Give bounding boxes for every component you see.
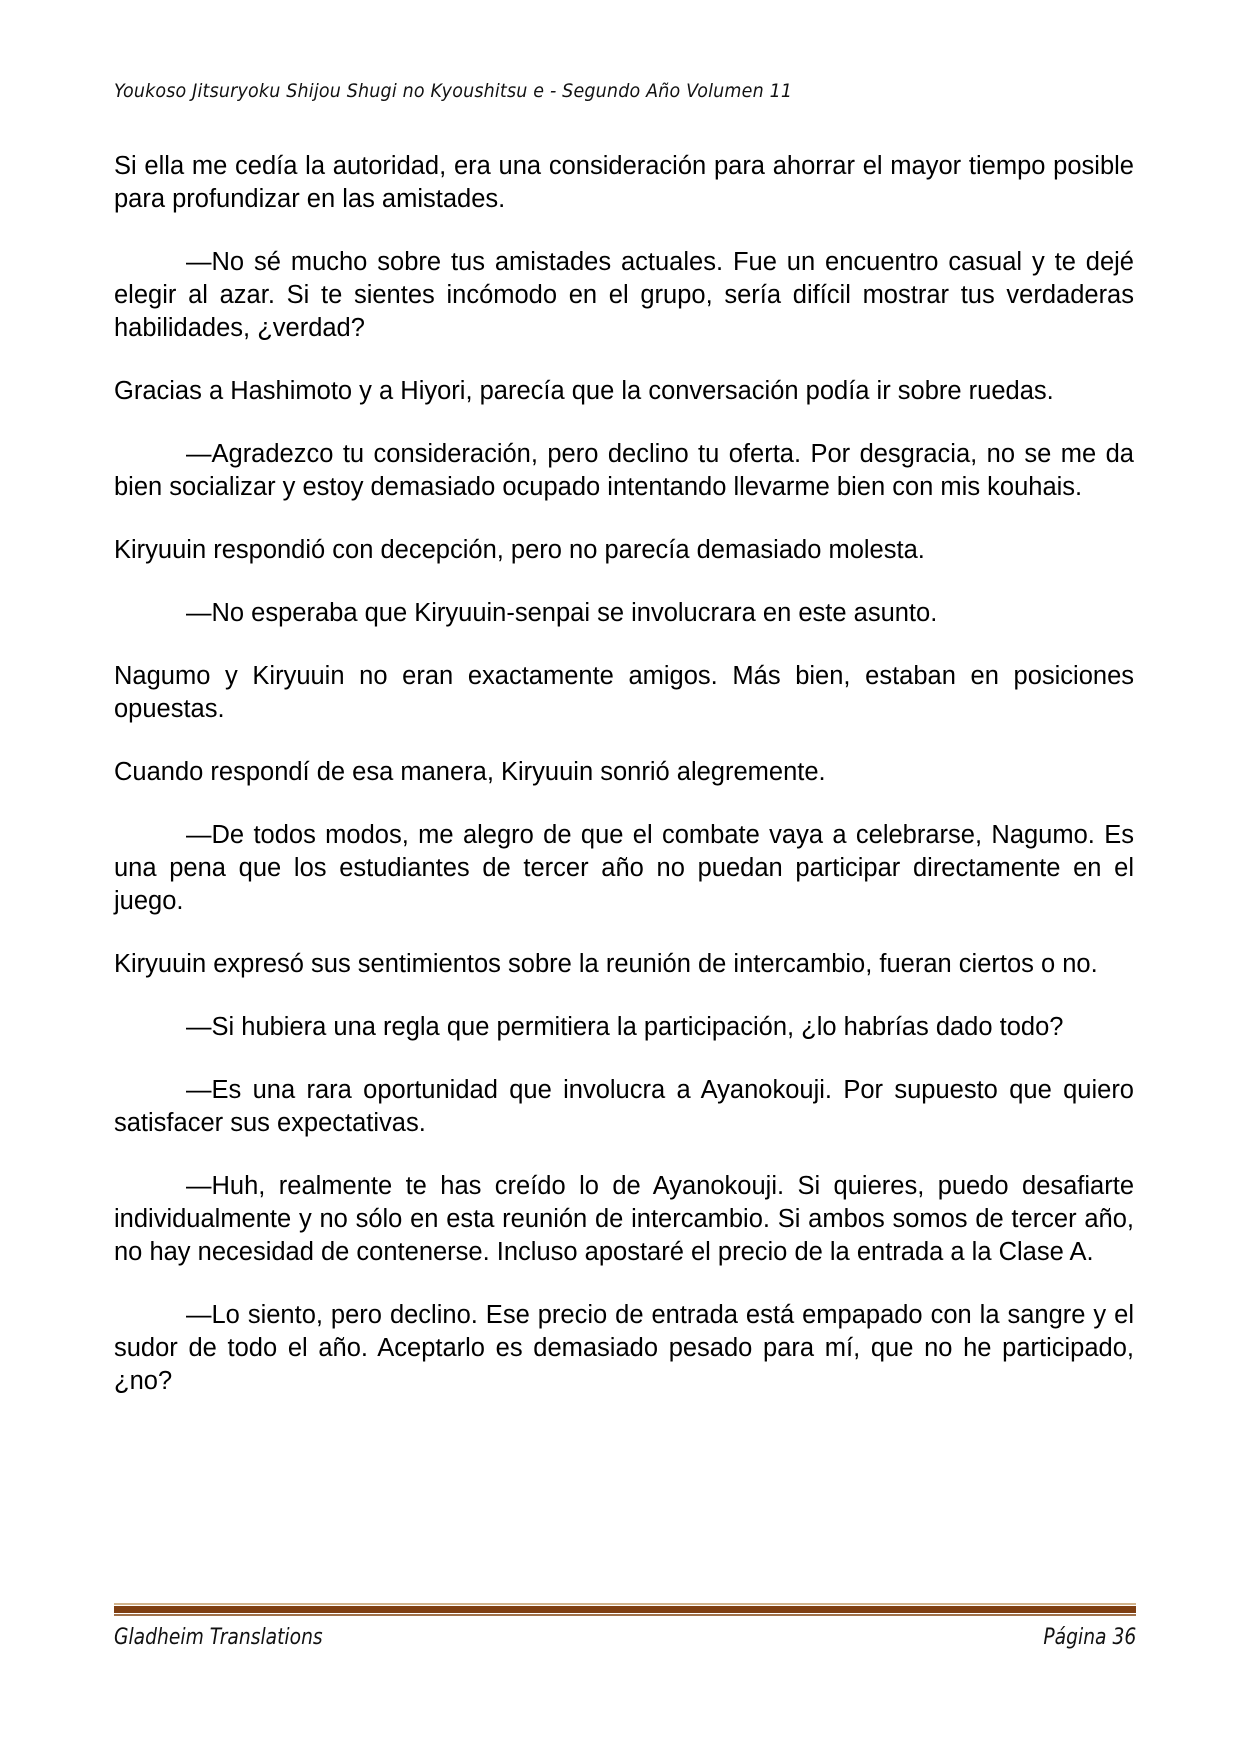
footer-divider-light-line — [114, 1603, 1136, 1605]
paragraph: Nagumo y Kiryuuin no eran exactamente amigos. Más bien, estaban en posiciones opuestas. — [114, 662, 1134, 723]
footer-divider-dark-line — [114, 1614, 1136, 1616]
dialogue-paragraph: —Agradezco tu consideración, pero declino tu oferta. Por desgracia, no se me da bien socializar y estoy demasiado ocupado intentando llevarme bien con mis kouhais. — [114, 440, 1134, 501]
footer-credit: Gladheim Translations — [114, 1625, 323, 1650]
footer-divider — [114, 1603, 1136, 1617]
dialogue-paragraph: —Huh, realmente te has creído lo de Ayanokouji. Si quieres, puedo desafiarte individualmente y no sólo en esta reunión de intercambio. Si ambos somos de tercer año, no hay necesidad de contenerse. Incluso apostaré el precio de la entrada a la Clase A. — [114, 1172, 1134, 1266]
dialogue-paragraph: —Es una rara oportunidad que involucra a Ayanokouji. Por supuesto que quiero satisfacer sus expectativas. — [114, 1076, 1134, 1137]
dialogue-paragraph: —De todos modos, me alegro de que el combate vaya a celebrarse, Nagumo. Es una pena que los estudiantes de tercer año no puedan participar directamente en el juego. — [114, 821, 1134, 915]
dialogue-paragraph: —No esperaba que Kiryuuin-senpai se involucrara en este asunto. — [186, 599, 938, 627]
dialogue-paragraph: —Lo siento, pero declino. Ese precio de entrada está empapado con la sangre y el sudor de todo el año. Aceptarlo es demasiado pesado para mí, que no he participado, ¿no? — [114, 1301, 1134, 1395]
paragraph: Kiryuuin expresó sus sentimientos sobre la reunión de intercambio, fueran ciertos o no. — [114, 950, 1098, 978]
paragraph: Si ella me cedía la autoridad, era una consideración para ahorrar el mayor tiempo posible para profundizar en las amistades. — [114, 152, 1134, 213]
paragraph: Gracias a Hashimoto y a Hiyori, parecía que la conversación podía ir sobre ruedas. — [114, 377, 1054, 405]
dialogue-paragraph: —Si hubiera una regla que permitiera la participación, ¿lo habrías dado todo? — [186, 1013, 1064, 1041]
dialogue-paragraph: —No sé mucho sobre tus amistades actuales. Fue un encuentro casual y te dejé elegir al azar. Si te sientes incómodo en el grupo, sería difícil mostrar tus verdaderas habilidades, ¿verdad? — [114, 248, 1134, 342]
page-number: Página 36 — [1043, 1625, 1136, 1650]
running-header: Youkoso Jitsuryoku Shijou Shugi no Kyoushitsu e - Segundo Año Volumen 11 — [114, 80, 793, 102]
footer-divider-main-line — [114, 1606, 1136, 1613]
paragraph: Cuando respondí de esa manera, Kiryuuin sonrió alegremente. — [114, 758, 826, 786]
paragraph: Kiryuuin respondió con decepción, pero no parecía demasiado molesta. — [114, 536, 925, 564]
body-text — [114, 150, 1134, 1428]
